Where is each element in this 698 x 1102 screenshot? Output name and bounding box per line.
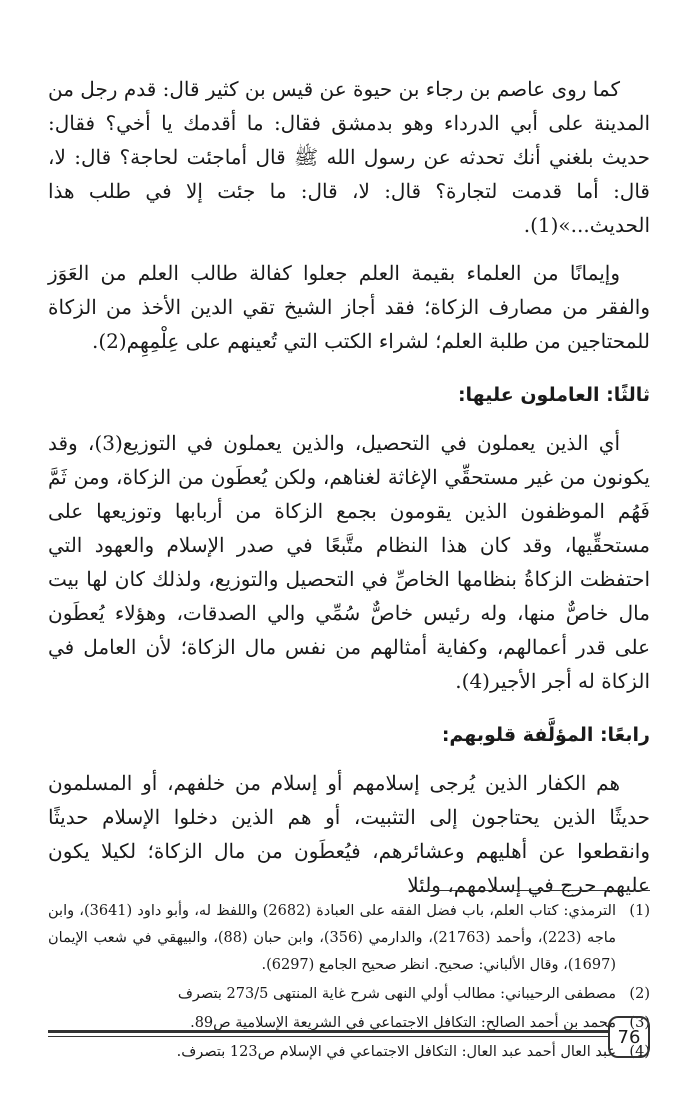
footnote-number: (1)	[629, 903, 650, 919]
footnote-number: (4)	[629, 1044, 650, 1060]
page-footer-rule	[48, 1030, 608, 1037]
footnotes	[48, 898, 650, 1068]
footnote-item	[48, 1039, 650, 1066]
footnote-text: مصطفى الرحيباني: مطالب أولي النهى شرح غاية المنتهى 273/5 بتصرف	[177, 986, 616, 1002]
paragraph-4: هم الكفار الذين يُرجى إسلامهم أو إسلام من خلفهم، أو المسلمون حديثًا الذين يحتاجون إلى التثبيت، أو هم الذين دخلوا الإسلام حديثًا وانقطعوا عن أهليهم وعشائرهم، فيُعطَون من مال الزكاة؛ لكيلا يكون عليهم حرج في إسلامهم، ولئلا	[48, 771, 650, 897]
page-number: 76	[608, 1016, 650, 1058]
footnote-text: الترمذي: كتاب العلم، باب فضل الفقه على العبادة (2682) واللفظ له، وأبو داود (3641)، وابن ماجه (223)، وأحمد (21763)، والدارمي (356)، وابن حبان (88)، والبيهقي في شعب الإيمان (1697)، وقال الألباني: صحيح. انظر صحيح الجامع (6297).	[48, 903, 616, 973]
paragraph-2: وإيمانًا من العلماء بقيمة العلم جعلوا كفالة طالب العلم من العَوَز والفقر من مصارف الزكاة؛ فقد أجاز الشيخ تقي الدين الأخذ من الزكاة للمحتاجين من طلبة العلم؛ لشراء الكتب التي تُعينهم على عِلْمِهِم(2).	[48, 261, 650, 353]
footnote-item	[48, 981, 650, 1008]
footnote-number: (3)	[629, 1015, 650, 1031]
page-body	[48, 72, 650, 1060]
paragraph-3: أي الذين يعملون في التحصيل، والذين يعملون في التوزيع(3)، وقد يكونون من غير مستحقِّي الإغاثة لغناهم، ولكن يُعطَون من الزكاة، ومن ثَمَّ فَهُم الموظفون الذين يقومون بجمع الزكاة من أربابها وتوزيعها على مستحقِّيها، وقد كان هذا النظام متَّبعًا في صدر الإسلام والعهود التي احتفظت الزكاةُ بنظامها الخاصِّ في التحصيل والتوزيع، ولذلك كان لها بيت مال خاصٌّ منها، وله رئيس خاصٌّ سُمِّي والي الصدقات، وهؤلاء يُعطَون على قدر أعمالهم، وكفاية أمثالهم من نفس مال الزكاة؛ لأن العامل في الزكاة له أجر الأجير(4).	[48, 431, 650, 693]
footnote-number: (2)	[629, 986, 650, 1002]
footnote-item	[48, 898, 650, 979]
section-heading-hearts: رابعًا: المؤلَّفة قلوبهم:	[441, 724, 650, 746]
paragraph-1: كما روى عاصم بن رجاء بن حيوة عن قيس بن كثير قال: قدم رجل من المدينة على أبي الدرداء وهو بدمشق فقال: ما أقدمك يا أخي؟ فقال: حديث بلغني أنك تحدثه عن رسول الله ﷺ قال أماجئت لحاجة؟ قال: لا، قال: أما قدمت لتجارة؟ قال: لا، قال: ما جئت إلا في طلب هذا الحديث...»(1).	[48, 77, 650, 237]
footer-rule-thick	[48, 1030, 608, 1033]
footnote-separator	[420, 890, 650, 891]
section-heading-workers: ثالثًا: العاملون عليها:	[457, 384, 650, 406]
footnote-text: عبد العال أحمد عبد العال: التكافل الاجتماعي في الإسلام ص123 بتصرف.	[176, 1044, 616, 1060]
footer-rule-thin	[48, 1036, 608, 1037]
footnote-text: محمد بن أحمد الصالح: التكافل الاجتماعي في الشريعة الإسلامية ص89.	[190, 1015, 616, 1031]
